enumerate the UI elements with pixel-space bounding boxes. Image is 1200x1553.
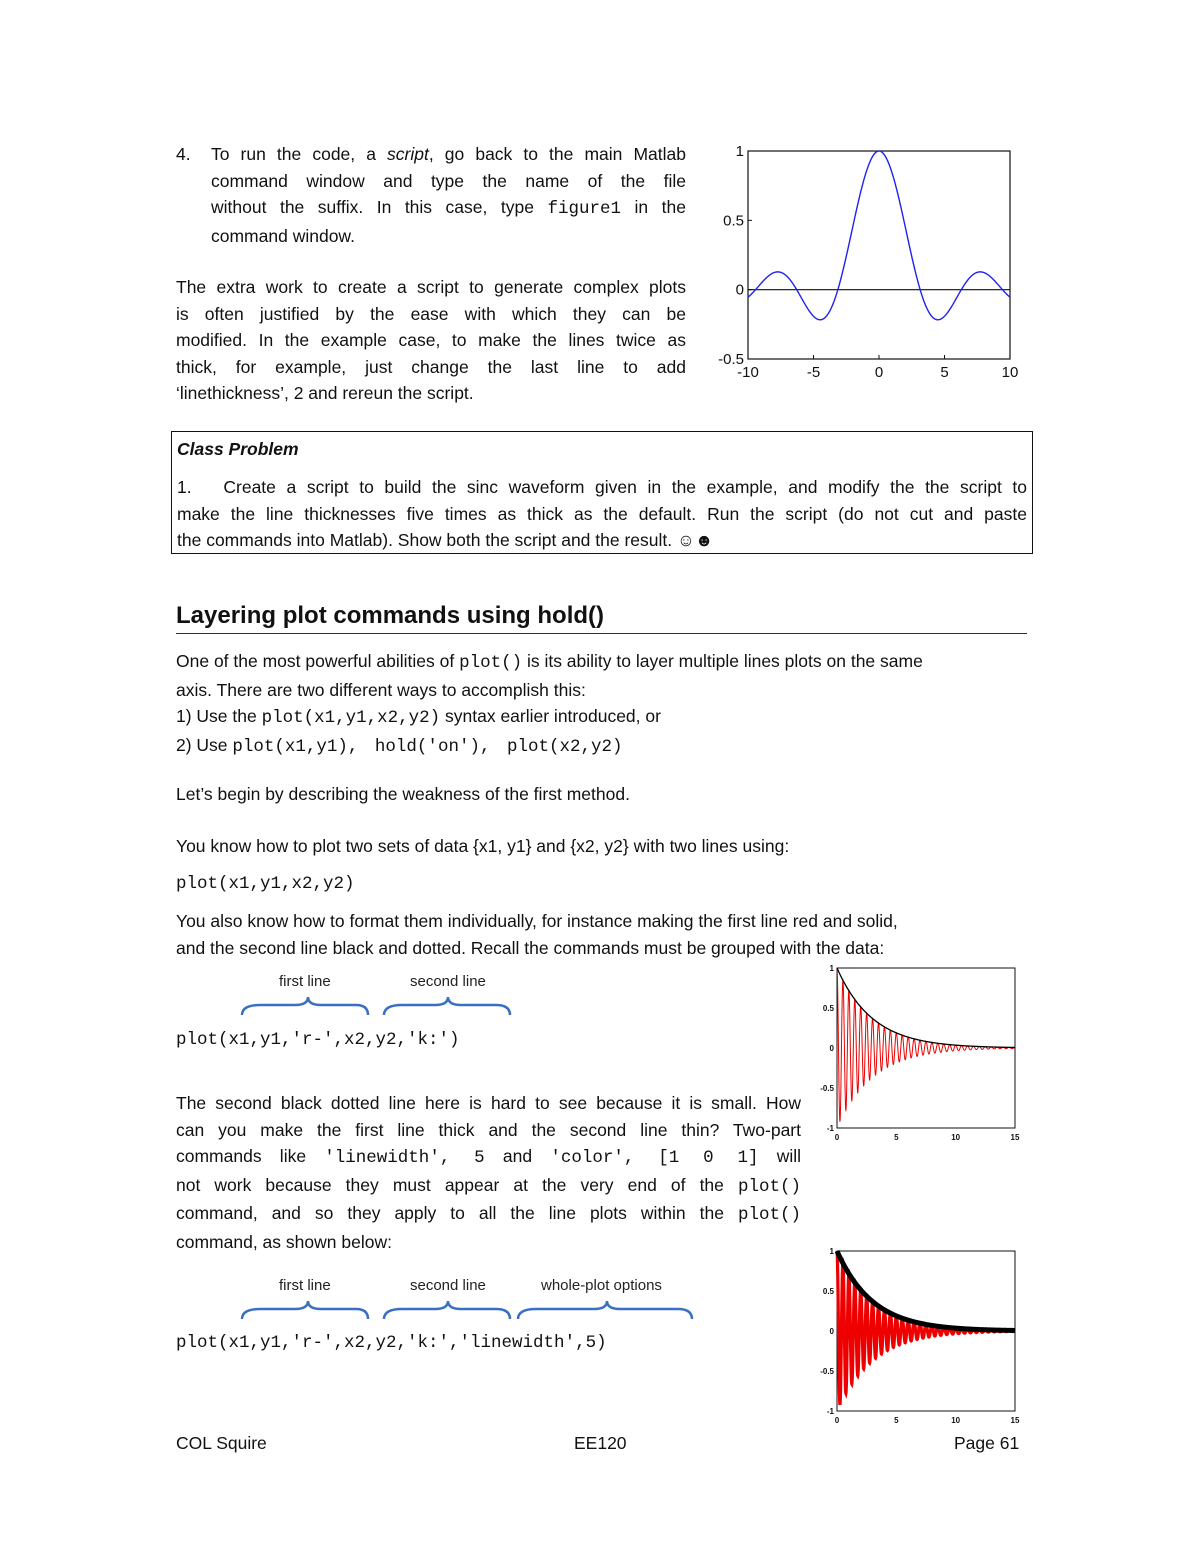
section-p2: Let’s begin by describing the weakness of the first method. <box>176 784 630 804</box>
class-problem-line1: 1. Create a script to build the sinc waveform given in the example, and modify the the script to <box>177 477 1027 497</box>
section-p1 <box>176 648 1026 760</box>
para-extra-line3: modified. In the example case, to make the lines twice as <box>176 330 686 350</box>
p1-code: plot() <box>459 653 523 673</box>
p5-line3-a: commands like <box>176 1146 325 1166</box>
opt2-code: plot(x1,y1), hold('on'), plot(x2,y2) <box>232 736 623 757</box>
brace-second-line <box>384 997 510 1015</box>
p5-line3-c: will <box>758 1146 801 1166</box>
item4-line3b: in the <box>621 197 686 217</box>
p5-line2: can you make the first line thick and the second line thin? Two-part <box>176 1119 801 1140</box>
item4-line2: command window and type the name of the file <box>211 170 686 191</box>
y-tick-label: -0.5 <box>718 351 744 368</box>
brace-whole-plot <box>518 1301 692 1319</box>
brace2-first-label: first line <box>279 1277 331 1294</box>
brace-first-line <box>242 997 368 1015</box>
plot-frame <box>748 151 1010 359</box>
p5-line3-b: and <box>484 1146 551 1166</box>
y-tick-label: 0 <box>735 281 744 299</box>
p5-code-color: 'color', [1 0 1] <box>550 1148 759 1168</box>
x-tick-label: 10 <box>951 1416 961 1425</box>
y-tick-label: 1 <box>829 964 834 973</box>
para-extra-line4: thick, for example, just change the last line to add <box>176 356 686 377</box>
p5-line5-code: plot() <box>737 1205 801 1225</box>
sinc-chart <box>705 140 1035 385</box>
class-problem-title: Class Problem <box>177 439 299 459</box>
y-tick-label: 0.5 <box>723 212 744 230</box>
code-plot-basic: plot(x1,y1,x2,y2) <box>176 874 355 894</box>
footer-left: COL Squire <box>176 1433 267 1453</box>
section-p4 <box>176 908 1026 961</box>
p5-line5-a: command, and so they apply to all the line plots within the <box>176 1203 738 1223</box>
y-tick-label: 0.5 <box>822 1004 834 1013</box>
p5-line4-a: not work because they must appear at the very end of the <box>176 1174 738 1195</box>
para-extra <box>176 274 686 407</box>
x-tick-label: 5 <box>894 1416 899 1425</box>
y-tick-label: 1 <box>829 1247 834 1256</box>
brace1-first-label: first line <box>279 973 331 990</box>
para-extra-line2: is often justified by the ease with which they can be <box>176 303 686 324</box>
section-p3: You know how to plot two sets of data {x1, y1} and {x2, y2} with two lines using: <box>176 836 790 856</box>
p5-line4-code: plot() <box>737 1176 801 1197</box>
item4-code: figure1 <box>547 199 622 219</box>
class-problem-line2: make the line thicknesses five times as thick as the default. Run the script (do not cut and paste <box>177 503 1027 524</box>
y-tick-label: 1 <box>735 143 744 160</box>
x-tick-label: -5 <box>806 364 821 381</box>
y-tick-label: -1 <box>826 1124 834 1133</box>
y-tick-label: 0.5 <box>822 1287 834 1296</box>
opt1-text-b: syntax earlier introduced, or <box>440 706 661 726</box>
x-tick-label: 10 <box>951 1133 961 1142</box>
para-extra-line5: ‘linethickness’, 2 and rereun the script. <box>176 383 474 403</box>
class-problem-line3: the commands into Matlab). Show both the script and the result. ☺☻ <box>177 530 714 550</box>
item4-line1-em: script <box>387 144 429 164</box>
section-heading: Layering plot commands using hold() <box>176 602 605 629</box>
opt1-code: plot(x1,y1,x2,y2) <box>261 708 441 728</box>
class-problem-body <box>177 474 1027 554</box>
p5-line1: The second black dotted line here is hard to see because it is small. How <box>176 1093 801 1113</box>
p4-line2: and the second line black and dotted. Recall the commands must be grouped with the data: <box>176 937 885 958</box>
x-tick-label: 0 <box>834 1416 840 1425</box>
item4-text <box>211 141 686 249</box>
x-tick-label: 15 <box>1010 1416 1020 1425</box>
p5-line6: command, as shown below: <box>176 1231 392 1252</box>
opt1-text-a: 1) Use the <box>176 706 262 726</box>
item4-line3a: without the suffix. In this case, type <box>211 197 548 217</box>
code-plot-formatted: plot(x1,y1,'r-',x2,y2,'k:') <box>176 1030 460 1050</box>
item4-line1-rest: , go back to the main Matlab <box>428 144 686 164</box>
plot-frame <box>837 968 1015 1128</box>
section-p5 <box>176 1090 801 1255</box>
footer-right: Page 61 <box>954 1433 1020 1453</box>
brace2-second-label: second line <box>410 1277 486 1294</box>
x-tick-label: 10 <box>1001 364 1019 381</box>
y-tick-label: -1 <box>826 1407 834 1416</box>
opt2-text-a: 2) Use <box>176 734 233 755</box>
p1-text-a: One of the most powerful abilities of <box>176 651 460 671</box>
p4-line1: You also know how to format them individually, for instance making the first line red and solid, <box>176 911 898 931</box>
section-rule <box>176 633 1027 634</box>
brace1-second-label: second line <box>410 973 486 990</box>
brace-second-line-2 <box>384 1301 510 1319</box>
x-tick-label: 0 <box>834 1133 840 1142</box>
x-tick-label: 5 <box>940 364 949 381</box>
p1-text-b: is its ability to layer multiple lines plots on the same <box>522 651 923 671</box>
decay-chart-thick <box>815 1243 1030 1428</box>
y-tick-label: 0 <box>829 1327 834 1336</box>
brace-group-2 <box>230 1299 700 1324</box>
code-plot-linewidth: plot(x1,y1,'r-',x2,y2,'k:','linewidth',5) <box>176 1333 607 1353</box>
p5-code-linewidth: 'linewidth', 5 <box>324 1148 485 1168</box>
item4-line4: command window. <box>211 225 355 246</box>
y-tick-label: -0.5 <box>820 1084 834 1093</box>
x-tick-label: 5 <box>894 1133 899 1142</box>
x-tick-label: -10 <box>737 364 759 381</box>
brace-first-line-2 <box>242 1301 368 1319</box>
y-tick-label: -0.5 <box>820 1367 834 1376</box>
item4-number: 4. <box>176 144 191 164</box>
p1-line2: axis. There are two different ways to accomplish this: <box>176 679 586 700</box>
item4-line1: To run the code, a <box>211 144 388 164</box>
brace-group-1 <box>230 995 530 1020</box>
brace2-whole-label: whole-plot options <box>541 1277 662 1294</box>
y-tick-label: 0 <box>829 1044 834 1053</box>
decay-chart-thin <box>815 960 1030 1145</box>
para-extra-line1: The extra work to create a script to generate complex plots <box>176 277 686 297</box>
x-tick-label: 0 <box>874 364 884 381</box>
footer-center: EE120 <box>574 1433 627 1453</box>
x-tick-label: 15 <box>1010 1133 1020 1142</box>
